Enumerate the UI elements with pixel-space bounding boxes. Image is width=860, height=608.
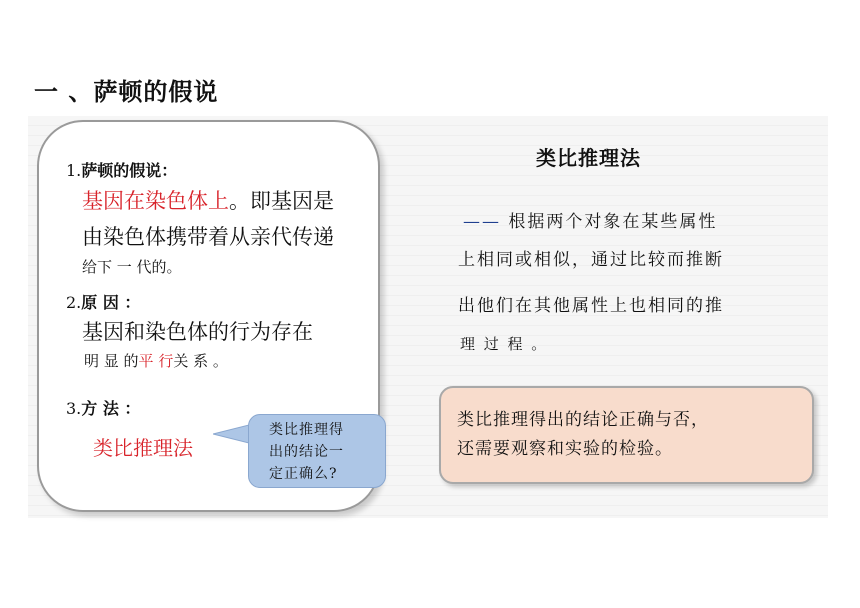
section-1-number: 1. (66, 161, 82, 180)
definition-line-3: 出他们在其他属性上也相同的推 (458, 296, 724, 316)
note-box (439, 386, 814, 484)
bubble-tail-icon (213, 422, 253, 446)
definition-line-1-text: 根据两个对象在某些属性 (501, 212, 718, 232)
section-1-heading (66, 158, 177, 181)
definition-line-1 (463, 207, 717, 232)
section-1-line-2: 由染色体携带着从亲代传递 (82, 225, 334, 249)
note-line-2: 还需要观察和实验的检验。 (457, 439, 673, 459)
note-line-1: 类比推理得出的结论正确与否， (457, 410, 709, 430)
question-bubble (248, 414, 386, 488)
section-1-title: 萨顿的假说： (81, 161, 178, 180)
section-2-line-2-end: 关 系 。 (173, 352, 228, 370)
section-1-line-3: 给下 一 代的。 (82, 258, 182, 276)
section-2-title: 原 因 ： (81, 293, 141, 312)
bubble-line-3: 定正确么? (269, 466, 338, 482)
definition-heading: 类比推理法 (536, 146, 641, 170)
method-label: 类比推理法 (93, 436, 193, 460)
definition-line-2: 上相同或相似，通过比较而推断 (458, 250, 724, 270)
bubble-line-1: 类比推理得 (269, 422, 344, 438)
definition-line-4: 理 过 程 。 (460, 335, 549, 353)
section-2-highlight-1: 平 (138, 352, 154, 370)
definition-dash: —— (463, 212, 501, 232)
bubble-line-2: 出的结论一 (269, 444, 344, 460)
section-3-title: 方 法 ： (81, 399, 141, 418)
section-2-line-2-start: 明 显 的 (84, 352, 139, 370)
section-2-heading (66, 290, 140, 313)
section-1-line-1-rest: 。即基因是 (229, 189, 334, 213)
section-2-number: 2. (66, 293, 82, 312)
section-3-number: 3. (66, 399, 82, 418)
section-2-highlight-2: 行 (158, 352, 174, 370)
section-2-line-1: 基因和染色体的行为存在 (82, 320, 313, 344)
section-1-highlight: 基因在染色体上 (82, 189, 229, 213)
section-3-heading (66, 396, 140, 419)
section-2-line-2 (84, 350, 228, 371)
section-1-line-1 (82, 185, 334, 215)
page-title: 一 、萨顿的假说 (34, 78, 219, 106)
